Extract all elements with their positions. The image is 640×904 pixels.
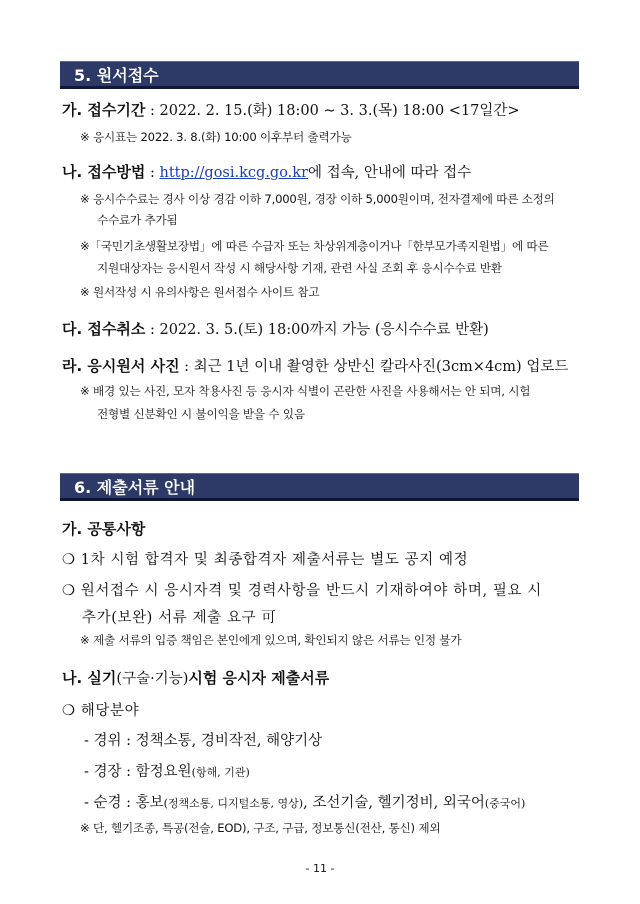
- reception-method-value: 에 접속, 안내에 따라 접수: [308, 165, 472, 181]
- field-rank-officer: [84, 791, 525, 812]
- fee-note-line-2: 수수료가 추가됨: [97, 213, 178, 227]
- practical-exam-label-c: 시험 응시자 제출서류: [188, 669, 330, 687]
- practical-exam-heading: [62, 667, 329, 688]
- field-officer-text-a: - 순경 : 홍보: [84, 795, 164, 811]
- reception-period-label: 가. 접수기간: [62, 101, 146, 119]
- common-item-1: ❍ 1차 시험 합격자 및 최종합격자 제출서류는 별도 공지 예정: [62, 552, 469, 568]
- field-rank-inspector: - 경위 : 정책소통, 경비작전, 해양기상: [84, 733, 323, 749]
- reception-cancel: [62, 318, 489, 339]
- field-rank-senior-officer: [84, 760, 250, 781]
- photo-note-line-2: 전형별 신분확인 시 불이익을 받을 수 있음: [97, 407, 305, 421]
- common-items-heading: [62, 518, 145, 539]
- field-senior-officer-text: - 경장 : 함정요원: [84, 764, 192, 780]
- site-reference-note: ※ 원서작성 시 유의사항은 원서접수 사이트 참고: [80, 285, 320, 299]
- refund-note-line-1: ※「국민기초생활보장법」에 따른 수급자 또는 차상위계층이거나「한부모가족지원법」에 따른: [80, 239, 549, 253]
- common-items-label: 가. 공통사항: [62, 520, 146, 538]
- field-officer-detail-b: (중국어): [484, 797, 526, 810]
- field-officer-detail-a: (정책소통, 디지털소통, 영상): [163, 797, 304, 810]
- reception-cancel-label: 다. 접수취소: [62, 320, 146, 338]
- application-photo-value: : 최근 1년 이내 촬영한 상반신 칼라사진(3cm×4cm) 업로드: [179, 359, 569, 375]
- proof-responsibility-note: ※ 제출 서류의 입증 책임은 본인에게 있으며, 확인되지 않은 서류는 인정 불가: [80, 633, 462, 647]
- page-number: - 11 -: [305, 862, 335, 875]
- field-officer-text-b: , 조선기술, 헬기정비, 외국어: [303, 795, 485, 811]
- field-item: ❍ 해당분야: [62, 703, 140, 719]
- reception-cancel-value: : 2022. 3. 5.(토) 18:00까지 가능 (응시수수료 반환): [145, 322, 489, 338]
- common-item-2-line-2: 추가(보완) 서류 제출 요구 可: [82, 610, 277, 626]
- photo-note-line-1: ※ 배경 있는 사진, 모자 착용사진 등 응시자 식별이 곤란한 사진을 사용해서는 안 되며, 시험: [80, 384, 531, 398]
- section-5-header: 5. 원서접수: [60, 61, 579, 89]
- practical-exam-label-a: 나. 실기: [62, 669, 117, 687]
- practical-exam-label-b: (구술·기능): [116, 671, 189, 687]
- fee-note-line-1: ※ 응시수수료는 경사 이상 경감 이하 7,000원, 경장 이하 5,000원이며, 전자결제에 따른 소정의: [80, 192, 555, 206]
- reception-method-sep: :: [145, 165, 160, 181]
- admission-ticket-note: ※ 응시표는 2022. 3. 8.(화) 10:00 이후부터 출력가능: [80, 130, 352, 144]
- reception-period-value: : 2022. 2. 15.(화) 18:00 ∼ 3. 3.(목) 18:00 <17일간>: [145, 103, 520, 119]
- exclusion-note: ※ 단, 헬기조종, 특공(전술, EOD), 구조, 구급, 정보통신(전산, 통신) 제외: [80, 821, 441, 835]
- section-6-header: 6. 제출서류 안내: [60, 473, 579, 501]
- refund-note-line-2: 지원대상자는 응시원서 작성 시 해당사항 기재, 관련 사실 조회 후 응시수수료 반환: [97, 261, 502, 275]
- application-photo: [62, 355, 568, 376]
- reception-period: [62, 99, 520, 120]
- application-photo-label: 라. 응시원서 사진: [62, 357, 180, 375]
- reception-method-label: 나. 접수방법: [62, 163, 146, 181]
- common-item-2-line-1: ❍ 원서접수 시 응시자격 및 경력사항을 반드시 기재하여야 하며, 필요 시: [62, 583, 542, 599]
- field-senior-officer-detail: (항해, 기관): [191, 766, 250, 779]
- gosi-site-link[interactable]: http://gosi.kcg.go.kr: [159, 165, 308, 181]
- reception-method: [62, 161, 471, 182]
